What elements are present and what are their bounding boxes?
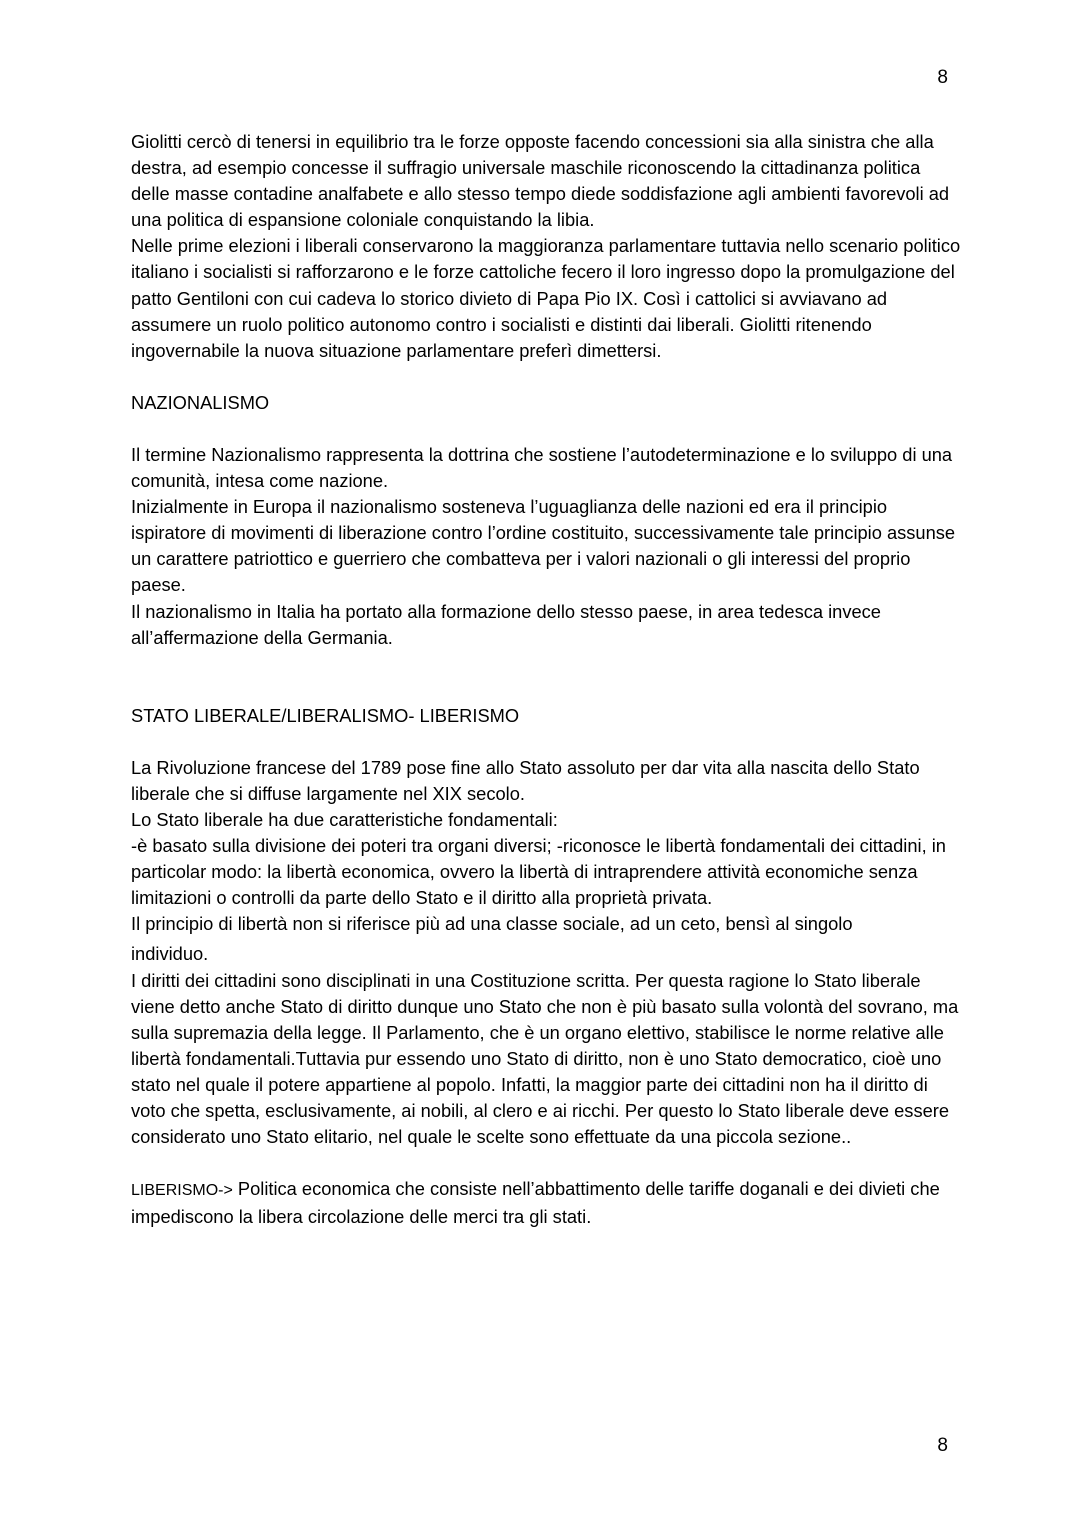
nazionalismo-paragraph-3: Il nazionalismo in Italia ha portato alla formazione dello stesso paese, in area tedesca invece all’affermazione della Germania. [131,600,881,648]
spacer [131,729,961,755]
stato-liberale-paragraph-1: La Rivoluzione francese del 1789 pose fine allo Stato assoluto per dar vita alla nascita dello Stato liberale che si diffuse largamente nel XIX secolo. [131,756,920,804]
document-body [131,129,961,1230]
spacer [131,364,961,390]
page-number-bottom: 8 [937,1435,948,1456]
stato-liberale-paragraph-2: Lo Stato liberale ha due caratteristiche fondamentali: [131,808,558,830]
stato-liberale-paragraph-4: Il principio di libertà non si riferisce più ad una classe sociale, ad un ceto, bensì al singolo [131,913,853,935]
nazionalismo-paragraph-1: Il termine Nazionalismo rappresenta la dottrina che sostiene l’autodeterminazione e lo sviluppo di una comunità, intesa come nazione. [131,443,953,492]
section-heading-nazionalismo: NAZIONALISMO [131,391,270,413]
stato-liberale-paragraph-5: individuo. [131,943,209,965]
liberismo-definition [131,1176,961,1230]
nazionalismo-paragraph-2: Inizialmente in Europa il nazionalismo sosteneva l’uguaglianza delle nazioni ed era il principio ispiratore di movimenti di liberazione contro l’ordine costituito, successivamente tale principio assunse un carattere patriottico e guerriero che combatteva per i valori nazionali o gli interessi del proprio paese. [131,496,956,596]
spacer [131,416,961,442]
stato-liberale-paragraph-6: I diritti dei cittadini sono disciplinati in una Costituzione scritta. Per questa ragione lo Stato liberale viene detto anche Stato di diritto dunque uno Stato che non è più basato sulla volontà del sovrano, ma sulla supremazia della legge. Il Parlamento, che è un organo elettivo, stabilisce le norme relative alle libertà fondamentali.Tuttavia pur essendo uno Stato di diritto, non è uno Stato democratico, cioè uno stato nel quale il potere appartiene al popolo. Infatti, la maggior parte dei cittadini non ha il diritto di voto che spetta, esclusivamente, ai nobili, al clero e ai ricchi. Per questo lo Stato liberale deve essere considerato uno Stato elitario, nel quale le scelte sono effettuate da una piccola sezione.. [131,969,959,1148]
stato-liberale-paragraph-3: -è basato sulla divisione dei poteri tra organi diversi; -riconosce le libertà fondamentali dei cittadini, in particolar modo: la libertà economica, ovvero la libertà di intraprendere attività economiche senza limitazioni o controlli da parte dello Stato e il diritto alla proprietà privata. [131,835,946,909]
spacer [131,651,961,703]
liberismo-label: LIBERISMO-> [131,1182,233,1200]
giolitti-paragraph-2: Nelle prime elezioni i liberali conservarono la maggioranza parlamentare tuttavia nello scenario politico italiano i socialisti si rafforzarono e le forze cattoliche fecero il loro ingresso dopo la promulgazione del patto Gentiloni con cui cadeva lo storico divieto di Papa Pio IX. Così i cattolici si avviavano ad assumere un ruolo politico autonomo contro i socialisti e distinti dai liberali. Giolitti ritenendo ingovernabile la nuova situazione parlamentare preferì dimettersi. [131,235,961,361]
section-heading-stato-liberale: STATO LIBERALE/LIBERALISMO- LIBERISMO [131,704,520,726]
liberismo-text: Politica economica che consiste nell’abbattimento delle tariffe doganali e dei divieti che impediscono la libera circolazione delle merci tra gli stati. [131,1178,940,1228]
spacer [131,1150,961,1176]
giolitti-paragraph-1: Giolitti cercò di tenersi in equilibrio tra le forze opposte facendo concessioni sia alla sinistra che alla destra, ad esempio concesse il suffragio universale maschile riconoscendo la cittadinanza politica delle masse contadine analfabete e allo stesso tempo diede soddisfazione agli ambienti favorevoli ad una politica di espansione coloniale conquistando la libia. [131,131,950,231]
page-number-top: 8 [937,67,948,88]
